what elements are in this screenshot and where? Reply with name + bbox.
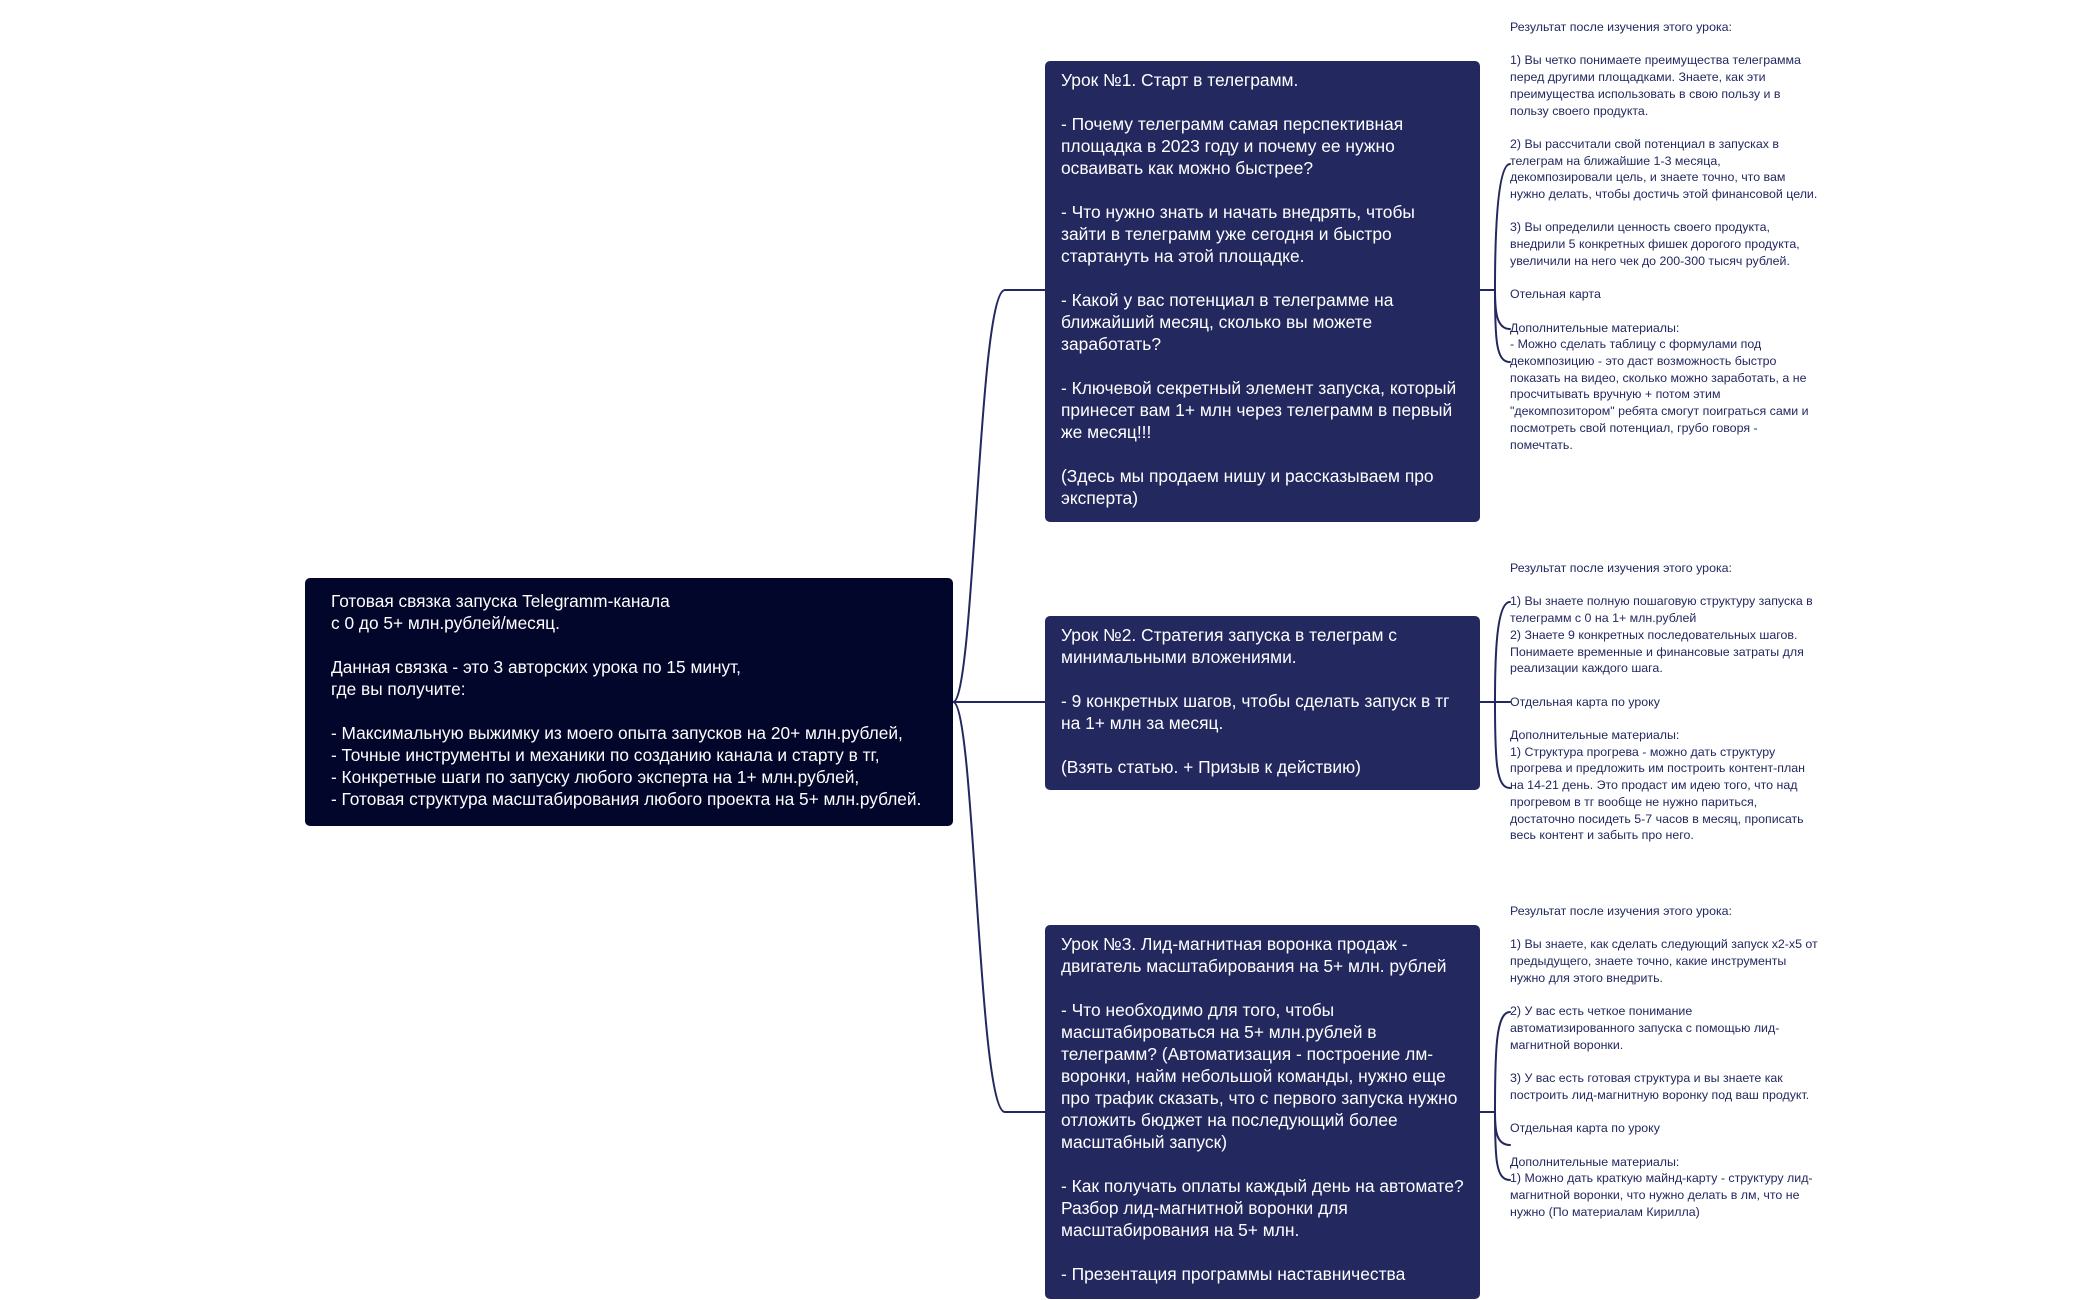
lesson-2-notes[interactable]: Результат после изучения этого урока: 1) Вы знаете полную пошаговую структуру запуска в телеграмм с 0 на 1+ млн.рублей 2) Знаете 9 конкретных последовательных шагов. Понимаете временные и финансовые затраты для реализации каждого шага. Отдельная карта по уроку Дополнительные материалы: 1) Структура прогрева - можно дать структуру прогрева и предложить им построить контент-план на 14-21 день. Это продаст им идею того, что над прогревом в тг вообще не нужно париться, достаточно посидеть 5-7 часов в месяц, прописать весь контент и забыть про него. xyxy=(1510,561,1813,843)
lesson-2-node[interactable]: Урок №2. Стратегия запуска в телеграм с минимальными вложениями. - 9 конкретных шагов, чтобы сделать запуск в тг на 1+ млн за месяц. (Взять статью. + Призыв к действию) xyxy=(1045,616,1480,790)
lesson-3-node[interactable]: Урок №3. Лид-магнитная воронка продаж - двигатель масштабирования на 5+ млн. рублей - Что необходимо для того, чтобы масштабироваться на 5+ млн.рублей в телеграмм? (Автоматизация - построение лм-воронки, найм небольшой команды, нужно еще про трафик сказать, что с первого запуска нужно отложить бюджет на последующий более масштабный запуск) - Как получать оплаты каждый день на автомате? Разбор лид-магнитной воронки для масштабирования на 5+ млн. - Презентация программы наставничества xyxy=(1045,925,1480,1299)
bracket-note-3b xyxy=(1495,1112,1510,1145)
connector-root-lesson-3 xyxy=(953,702,1045,1112)
bracket-note-3c xyxy=(1495,1112,1510,1180)
bracket-note-2a xyxy=(1495,602,1510,702)
root-node[interactable]: Готовая связка запуска Telegramm-канала с 0 до 5+ млн.рублей/месяц. Данная связка - это 3 авторских урока по 15 минут, где вы получите: - Максимальную выжимку из моего опыта запусков на 20+ млн.рублей, - Точные инструменты и механики по созданию канала и старту в тг, - Конкретные шаги по запуску любого эксперта на 1+ млн.рублей, - Готовая структура масштабирования любого проекта на 5+ млн.рублей. xyxy=(305,578,953,826)
connector-root-lesson-1 xyxy=(953,290,1045,702)
bracket-note-2c xyxy=(1495,702,1510,788)
lesson-1-notes[interactable]: Результат после изучения этого урока: 1) Вы четко понимаете преимущества телеграмма перед другими площадками. Знаете, как эти преимущества использовать в свою пользу и в пользу своего продукта. 2) Вы рассчитали свой потенциал в запусках в телеграм на ближайшие 1-3 месяца, декомпозировали цель, и знаете точно, что вам нужно делать, чтобы достичь этой финансовой цели. 3) Вы определили ценность своего продукта, внедрили 5 конкретных фишек дорогого продукта, увеличили на него чек до 200-300 тысяч рублей. Отельная карта Дополнительные материалы: - Можно сделать таблицу с формулами под декомпозицию - это даст возможность быстро показать на видео, сколько можно заработать, а не просчитывать вручную + потом этим "декомпозитором" ребята смогут поиграться сами и посмотреть свой потенциал, грубо говоря - помечтать. xyxy=(1510,20,1818,452)
lesson-3-notes[interactable]: Результат после изучения этого урока: 1) Вы знаете, как сделать следующий запуск х2-х5 от предыдущего, знаете точно, какие инструменты нужно для этого внедрить. 2) У вас есть четкое понимание автоматизированного запуска с помощью лид-магнитной воронки. 3) У вас есть готовая структура и вы знаете как построить лид-магнитную воронку под ваш продукт. Отдельная карта по уроку Дополнительные материалы: 1) Можно дать краткую майнд-карту - структуру лид-магнитной воронки, что нужно делать в лм, что не нужно (По материалам Кирилла) xyxy=(1510,904,1818,1219)
bracket-note-3a xyxy=(1495,1012,1510,1112)
bracket-note-1b xyxy=(1495,290,1510,329)
bracket-note-1a xyxy=(1495,164,1510,290)
lesson-1-node[interactable]: Урок №1. Старт в телеграмм. - Почему телеграмм самая перспективная площадка в 2023 году и почему ее нужно осваивать как можно быстрее? - Что нужно знать и начать внедрять, чтобы зайти в телеграмм уже сегодня и быстро стартануть на этой площадке. - Какой у вас потенциал в телеграмме на ближайший месяц, сколько вы можете заработать? - Ключевой секретный элемент запуска, который принесет вам 1+ млн через телеграмм в первый же месяц!!! (Здесь мы продаем нишу и рассказываем про эксперта) xyxy=(1045,61,1480,522)
